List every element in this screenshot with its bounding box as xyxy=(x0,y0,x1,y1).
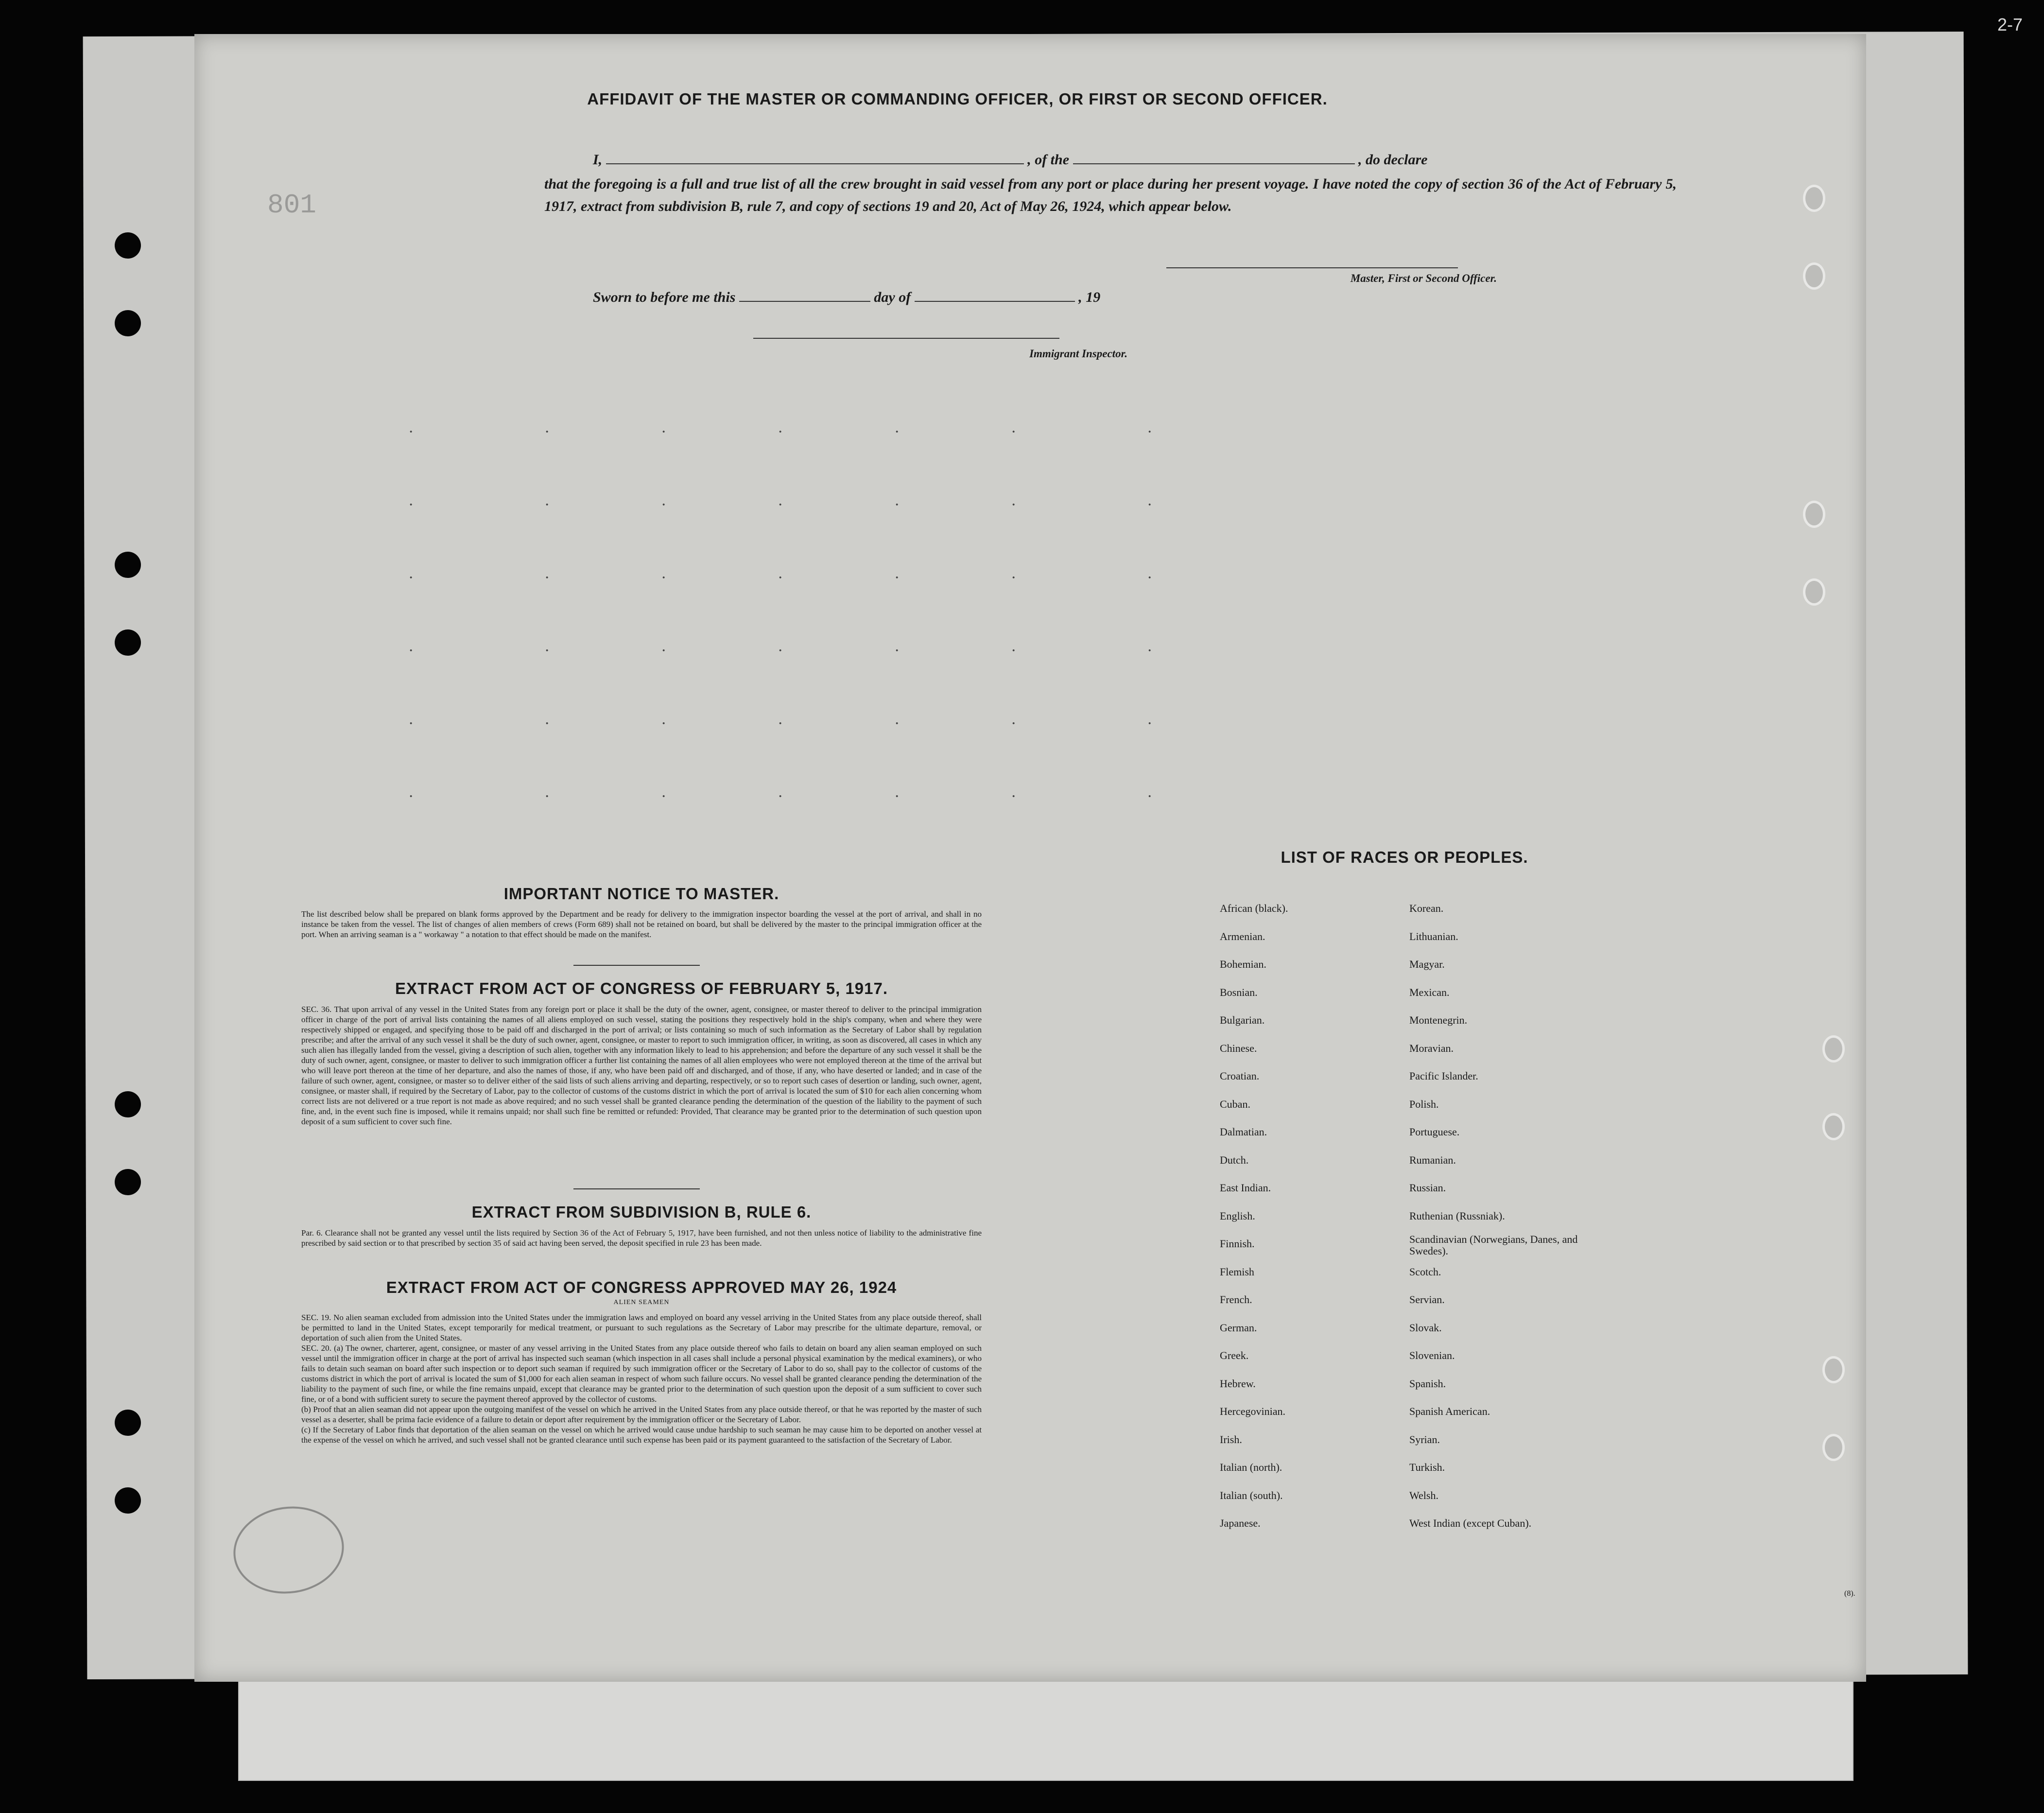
race-item: East Indian. xyxy=(1220,1182,1271,1194)
inspector-label: Immigrant Inspector. xyxy=(1029,348,1127,360)
race-item: Montenegrin. xyxy=(1409,1014,1468,1026)
ring-reinforcement xyxy=(1803,185,1825,212)
margin-number: 801 xyxy=(267,190,316,221)
master-signature-line xyxy=(1166,267,1458,268)
race-item: Welsh. xyxy=(1409,1489,1438,1501)
page-mark: (8). xyxy=(1844,1589,1855,1598)
document-page: 801 AFFIDAVIT OF THE MASTER OR COMMANDING OFFICER, OR FIRST OR SECOND OFFICER. I, , of the , do declare that the foregoing is a full and true list of all the crew brought in said vessel from any port or place during her present voyage. I have noted the copy of section 36 of the Act of February 5, 1917, extract from subdivision B, rule 7, and copy of sections 19 and 20, Act of May 26, 1924, which appear below. Master, First or Second Officer. Sworn to before me this day of , 19 Immigrant Inspector. · · · · · · · · · · · · · · · · · · · · · · · · · · · · · · · · · · · · · · · · · · IMPORTANT NOTICE TO MASTER. The list described below shall be prepared on blank forms approved by the Department and be ready for delivery to the immigration inspector boarding the vessel at the port of arrival, and shall in no instance be taken from the vessel. The list of changes of alien members of crews (Form 689) shall not be retained on board, but shall be delivered by the master to the principal immigration officer at the port. When an arriving seaman is a " workaway " a notation to that effect should be made on the manifest. EXTRACT FROM ACT OF CONGRESS OF FEBRUARY 5, 1917. SEC. 36. That upon arrival of any vessel in the United States from any foreign port or place it shall be the duty of the owner, agent, consignee, or master thereof to deliver to the principal immigration officer in charge of the port of arrival lists containing the names of all aliens employed on such vessel, stating the positions they respectively hold in the ship's company, when and where they were respectively shipped or engaged, and specifying those to be paid off and discharged in the port of arrival; or lists containing so much of such information as the Secretary of Labor shall by regulation prescribe; and after the arrival of any such vessel it shall be the duty of such owner, agent, consignee, or master to report to such immigration officer, in writing, as soon as discovered, all cases in which any such alien has illegally landed from the vessel, giving a description of such alien, together with any information likely to lead to his apprehension; and before the departure of any such vessel it shall be the duty of such owner, agent, consignee, or master to deliver to such immigration officer a further list containing the names of all alien employees who were not employed thereon at the time of the arrival but who will leave port thereon at the time of her departure, and also the names of those, if any, who have been paid off and discharged, and of those, if any, who have deserted or landed; and in case of the failure of such owner, agent, consignee, or master so to deliver either of the said lists of such aliens arriving and departing, respectively, or so to report such cases of desertion or landing, such owner, agent, consignee, or master shall, if required by the Secretary of Labor, pay to the collector of customs of the customs district in which the port of arrival is located the sum of $10 for each alien concerning whom correct lists are not delivered or a true report is not made as above required; and no such vessel shall be granted clearance pending the determination of the question of the liability to the payment of such fine, and, in the event such fine is imposed, while it remains unpaid; nor shall such fine be remitted or refunded: Provided, That clearance may be granted prior to the determination of such question upon deposit of a sum sufficient to cover such fine. EXTRACT FROM SUBDIVISION B, RULE 6. Par. 6. Clearance shall not be granted any vessel until the lists required by Section 36 of the Act of February 5, 1917, have been furnished, and not then unless notice of liability to the administrative fine prescribed by said section or to that prescribed by section 35 of said act having been served, the deposit specified in rule 23 has been made. EXTRACT FROM ACT OF CONGRESS APPROVED MAY 26, 1924 ALIEN SEAMEN SEC. 19. No alien seaman excluded from admission into the United States under the immigration laws and employed on board any vessel arriving in the United States from any place outside thereof, shall be permitted to land in the United States, except temporarily for medical treatment, or pursuant to such regulations as the Secretary of Labor may prescribe for the ultimate departure, removal, or deportation of such alien from the United States. SEC. 20. (a) The owner, charterer, agent, consignee, or master of any vessel arriving in the United States from any place outside thereof who fails to detain on board any alien seaman employed on such vessel until the immigration officer in charge at the port of arrival has inspected such seaman (which inspection in all cases shall include a personal physical examination by the medical examiners), or who fails to detain such seaman on board after such inspection or to deport such seaman if required by such immigration officer or the Secretary of Labor to do so, shall pay to the collector of customs of the customs district in which the port of arrival is located the sum of $1,000 for each alien seaman in respect of whom such failure occurs. No vessel shall be granted clearance pending the determination of the liability to the payment of such fine, or while the fine remains unpaid, except that clearance may be granted prior to the determination of such question upon the deposit of a sum sufficient to cover such fine, or of a bond with sufficient surety to secure the payment thereof approved by the collector of customs. (b) Proof that an alien seaman did not appear upon the outgoing manifest of the vessel on which he arrived in the United States from any place outside thereof, or that he was reported by the master of such vessel as a deserter, shall be prima facie evidence of a failure to detain or deport after requirement by the immigration officer or the Secretary of Labor. (c) If the Secretary of Labor finds that deportation of the alien seaman on the vessel on which he arrived would cause undue hardship to such seaman he may cause him to be deported on another vessel at the expense of the vessel on which he arrived, and such vessel shall not be granted clearance until such expense has been paid or its payment guaranteed to the satisfaction of the Secretary of Labor. LIST OF RACES OR PEOPLES. African (black). Armenian. Bohemian. Bosnian. Bulgarian. Chinese. Croatian. Cuban. Dalmatian. Dutch. East Indian. English. Finnish. Flemish French. German. Greek. Hebrew. Hercegovinian. Irish. Italian (north). Italian (south). Japanese. Korean. Lithuanian. Magyar. Mexican. Montenegrin. Moravian. Pacific Islander. Polish. Portuguese. Rumanian. Russian. Ruthenian (Russniak). Scandinavian (Norwegians, Danes, and Swedes). Scotch. Servian. Slovak. Slovenian. Spanish. Spanish American. Syrian. Turkish. Welsh. West Indian (except Cuban). (8). xyxy=(194,34,1866,1682)
race-item: Hercegovinian. xyxy=(1220,1405,1285,1417)
binder-hole xyxy=(115,552,141,578)
races-right-column xyxy=(1409,894,1604,1537)
ring-reinforcement xyxy=(1822,1356,1845,1383)
race-item: Lithuanian. xyxy=(1409,930,1458,942)
ring-reinforcement xyxy=(1803,262,1825,290)
race-item: Polish. xyxy=(1409,1098,1439,1110)
sworn-day-label: day of xyxy=(874,289,911,305)
affidavit-declare-label: , do declare xyxy=(1358,152,1428,168)
race-item: Magyar. xyxy=(1409,958,1445,970)
binder-hole xyxy=(115,310,141,336)
race-item: German. xyxy=(1220,1321,1257,1334)
race-item: Pacific Islander. xyxy=(1409,1070,1478,1082)
ring-reinforcement xyxy=(1803,578,1825,606)
race-item: Mexican. xyxy=(1409,986,1450,998)
race-item: African (black). xyxy=(1220,902,1288,914)
race-item: Syrian. xyxy=(1409,1433,1440,1446)
sworn-month-field[interactable] xyxy=(915,289,1075,302)
race-item: Slovenian. xyxy=(1409,1349,1455,1361)
race-item: Scotch. xyxy=(1409,1265,1441,1278)
subdivision-body: Par. 6. Clearance shall not be granted any vessel until the lists required by Section 36 of the Act of February 5, 1917, have been furnished, and not then unless notice of liability to the administrative fine prescribed by said section or to that prescribed by section 35 of said act having been served, the deposit specified in rule 23 has been made. xyxy=(301,1228,982,1248)
sworn-year-label: , 19 xyxy=(1078,289,1101,305)
race-item: Italian (south). xyxy=(1220,1489,1283,1501)
corner-mark: 2-7 xyxy=(1997,15,2023,35)
ring-reinforcement xyxy=(1822,1434,1845,1461)
race-item: Ruthenian (Russniak). xyxy=(1409,1209,1505,1222)
affidavit-i-label: I, xyxy=(593,152,603,168)
act-1917-body: SEC. 36. That upon arrival of any vessel in the United States from any foreign port or place it shall be the duty of the owner, agent, consignee, or master thereof to deliver to the principal immigration officer in charge of the port of arrival lists containing the names of all aliens employed on such vessel, stating the positions they respectively hold in the ship's company, when and where they were respectively shipped or engaged, and specifying those to be paid off and discharged in the port of arrival; or lists containing so much of such information as the Secretary of Labor shall by regulation prescribe; and after the arrival of any such vessel it shall be the duty of such owner, agent, consignee, or master to report to such immigration officer, in writing, as soon as discovered, all cases in which any such alien has illegally landed from the vessel, giving a description of such alien, together with any information likely to lead to his apprehension; and before the departure of any such vessel it shall be the duty of such owner, agent, consignee, or master to deliver to such immigration officer a further list containing the names of all alien employees who were not employed thereon at the time of the arrival but who will leave port thereon at the time of her departure, and also the names of those, if any, who have been paid off and discharged, and of those, if any, who have deserted or landed; and in case of the failure of such owner, agent, consignee, or master so to deliver either of the said lists of such aliens arriving and departing, respectively, or so to report such cases of desertion or landing, such owner, agent, consignee, or master shall, if required by the Secretary of Labor, pay to the collector of customs of the customs district in which the port of arrival is located the sum of $10 for each alien concerning whom correct lists are not delivered or a true report is not made as above required; and no such vessel shall be granted clearance pending the determination of the question of the liability to the payment of such fine, and, in the event such fine is imposed, while it remains unpaid; nor shall such fine be remitted or refunded: Provided, That clearance may be granted prior to the determination of such question upon deposit of a sum sufficient to cover such fine. xyxy=(301,1005,982,1126)
sworn-line xyxy=(593,289,1273,306)
race-item: Hebrew. xyxy=(1220,1377,1256,1390)
race-item: Dutch. xyxy=(1220,1153,1249,1166)
binder-hole xyxy=(115,629,141,656)
section-divider xyxy=(573,1188,700,1189)
race-item: Russian. xyxy=(1409,1182,1446,1194)
race-item: Servian. xyxy=(1409,1293,1445,1306)
master-name-field[interactable] xyxy=(606,151,1024,164)
race-item: Portuguese. xyxy=(1409,1126,1460,1138)
affidavit-declaration-line xyxy=(593,151,1677,168)
affidavit-body: that the foregoing is a full and true list of all the crew brought in said vessel from any port or place during her present voyage. I have noted the copy of section 36 of the Act of February 5, 1917, extract from subdivision B, rule 7, and copy of sections 19 and 20, Act of May 26, 1924, which appear below. xyxy=(544,176,1677,214)
ring-reinforcement xyxy=(1822,1113,1845,1140)
affidavit-of-the-label: , of the xyxy=(1027,152,1070,168)
race-item: Greek. xyxy=(1220,1349,1249,1361)
ring-reinforcement xyxy=(1822,1035,1845,1063)
race-item: Japanese. xyxy=(1220,1517,1261,1529)
notice-title: IMPORTANT NOTICE TO MASTER. xyxy=(503,885,779,903)
race-item: Turkish. xyxy=(1409,1461,1445,1473)
race-item: Moravian. xyxy=(1409,1042,1454,1054)
race-item: Korean. xyxy=(1409,902,1444,914)
binder-hole xyxy=(115,1169,141,1195)
vessel-name-field[interactable] xyxy=(1073,151,1355,164)
race-item: Spanish. xyxy=(1409,1377,1446,1390)
inspector-signature-line xyxy=(753,338,1059,339)
race-item: West Indian (except Cuban). xyxy=(1409,1517,1532,1529)
sec-19-text: SEC. 19. No alien seaman excluded from admission into the United States under the immigration laws and employed on board any vessel arriving in the United States from any place outside thereof, shall be permitted to land in the United States, except temporarily for medical treatment, or pursuant to such regulations as the Secretary of Labor may prescribe for the ultimate departure, removal, or deportation of such alien from the United States. xyxy=(301,1313,982,1342)
race-item: Cuban. xyxy=(1220,1098,1250,1110)
race-item: Scandinavian (Norwegians, Danes, and Swedes). xyxy=(1409,1233,1578,1257)
race-item: Finnish. xyxy=(1220,1238,1255,1250)
binder-hole xyxy=(115,1091,141,1117)
binder-hole xyxy=(115,1410,141,1436)
race-item: French. xyxy=(1220,1293,1252,1306)
sworn-date-field[interactable] xyxy=(739,289,870,302)
race-item: Irish. xyxy=(1220,1433,1242,1446)
binder-hole xyxy=(115,1487,141,1514)
affidavit-title: AFFIDAVIT OF THE MASTER OR COMMANDING OFFICER, OR FIRST OR SECOND OFFICER. xyxy=(587,90,1328,108)
race-item: Bosnian. xyxy=(1220,986,1258,998)
ring-reinforcement xyxy=(1803,501,1825,528)
race-item: Rumanian. xyxy=(1409,1153,1456,1166)
sec-20b-text: (b) Proof that an alien seaman did not appear upon the outgoing manifest of the vessel on which he arrived in the United States from any place outside thereof, or that he was reported by the master of such vessel as a deserter, shall be prima facie evidence of a failure to detain or deport after requirement by the immigration officer or the Secretary of Labor. xyxy=(301,1405,982,1424)
binder-hole xyxy=(115,232,141,259)
master-signature-label: Master, First or Second Officer. xyxy=(1350,272,1497,284)
race-item: Dalmatian. xyxy=(1220,1126,1267,1138)
race-item: Spanish American. xyxy=(1409,1405,1490,1417)
race-item: Chinese. xyxy=(1220,1042,1257,1054)
sec-20c-text: (c) If the Secretary of Labor finds that deportation of the alien seaman on the vessel on which he arrived would cause undue hardship to such seaman he may cause him to be deported on another vessel at the expense of the vessel on which he arrived, and such vessel shall not be granted clearance until such expense has been paid or its payment guaranteed to the satisfaction of the Secretary of Labor. xyxy=(301,1425,982,1445)
race-item: Slovak. xyxy=(1409,1321,1442,1334)
race-item: Armenian. xyxy=(1220,930,1265,942)
race-item: Bulgarian. xyxy=(1220,1014,1265,1026)
act-1924-title: EXTRACT FROM ACT OF CONGRESS APPROVED MAY 26, 1924 xyxy=(386,1278,897,1296)
sec-20a-text: SEC. 20. (a) The owner, charterer, agent, consignee, or master of any vessel arriving in the United States from any place outside thereof who fails to detain on board any alien seaman employed on such vessel until the immigration officer in charge at the port of arrival has inspected such seaman (which inspection in all cases shall include a personal physical examination by the medical examiners), or who fails to detain such seaman on board after such inspection or to deport such seaman if required by such immigration officer or the Secretary of Labor to do so, shall pay to the collector of customs of the customs district in which the port of arrival is located the sum of $1,000 for each alien seaman in respect of whom such failure occurs. No vessel shall be granted clearance pending the determination of the liability to the payment of such fine, or while the fine remains unpaid, except that clearance may be granted prior to the determination of such question upon the deposit of a sum sufficient to cover such fine, or of a bond with sufficient surety to secure the payment thereof approved by the collector of customs. xyxy=(301,1343,982,1404)
race-item: Flemish xyxy=(1220,1265,1254,1278)
race-item: Bohemian. xyxy=(1220,958,1266,970)
section-divider xyxy=(573,965,700,966)
races-title: LIST OF RACES OR PEOPLES. xyxy=(1281,848,1528,866)
act-1917-title: EXTRACT FROM ACT OF CONGRESS OF FEBRUARY 5, 1917. xyxy=(395,979,888,997)
race-item: English. xyxy=(1220,1209,1255,1222)
act-1924-subtitle: ALIEN SEAMEN xyxy=(613,1299,670,1306)
race-item: Italian (north). xyxy=(1220,1461,1282,1473)
sworn-label: Sworn to before me this xyxy=(593,289,736,305)
subdivision-title: EXTRACT FROM SUBDIVISION B, RULE 6. xyxy=(471,1203,812,1221)
notice-body: The list described below shall be prepared on blank forms approved by the Department and be ready for delivery to the immigration inspector boarding the vessel at the port of arrival, and shall in no instance be taken from the vessel. The list of changes of alien members of crews (Form 689) shall not be retained on board, but shall be delivered by the master to the principal immigration officer at the port. When an arriving seaman is a " workaway " a notation to that effect should be made on the manifest. xyxy=(301,909,982,939)
race-item: Croatian. xyxy=(1220,1070,1260,1082)
act-1924-body xyxy=(301,1312,982,1445)
races-left-column xyxy=(1220,894,1404,1537)
